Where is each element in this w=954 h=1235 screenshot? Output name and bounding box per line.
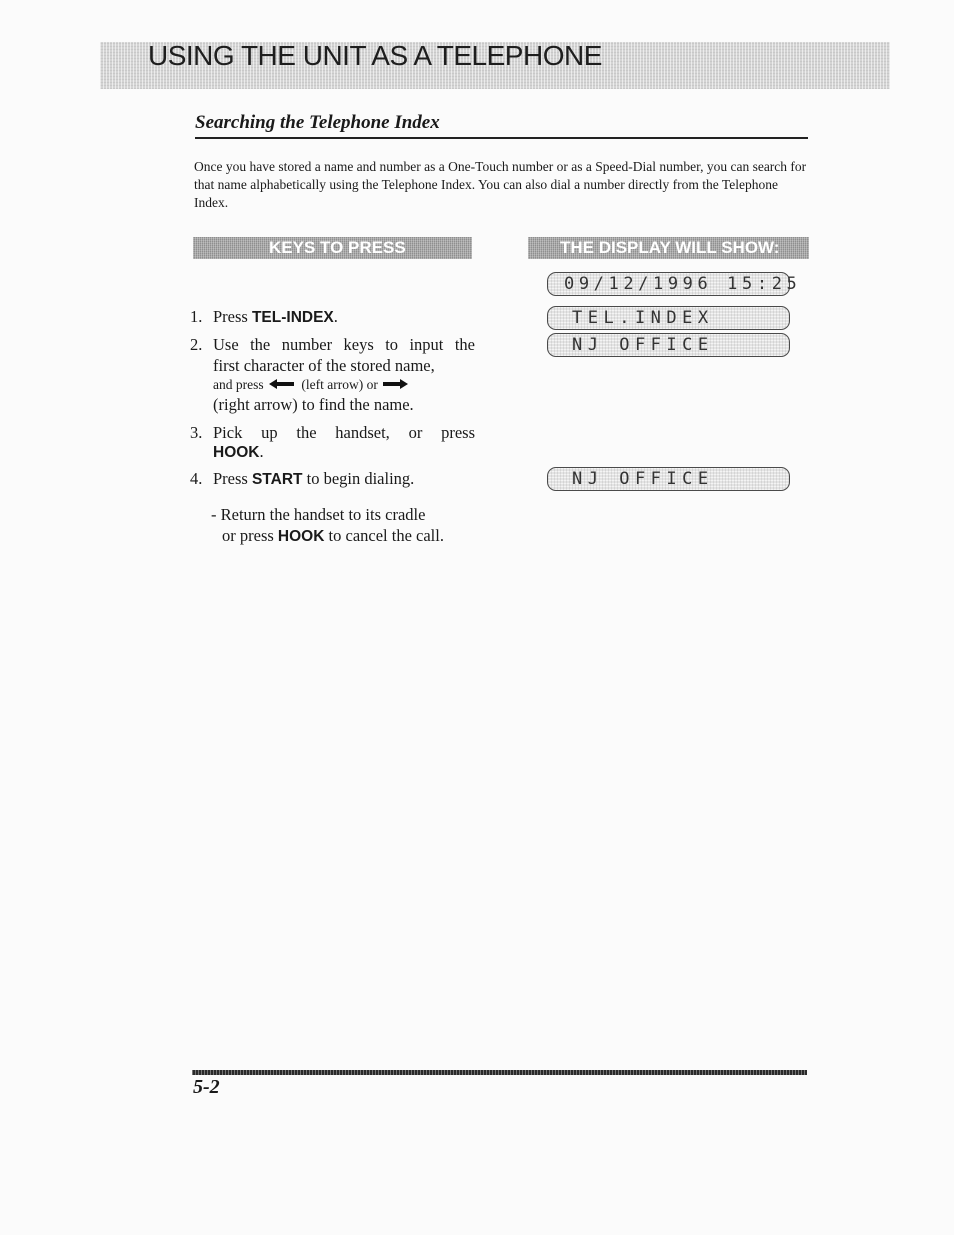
right-arrow-icon bbox=[383, 382, 401, 386]
display-will-show-label: THE DISPLAY WILL SHOW: bbox=[560, 238, 780, 257]
lcd-tel-index: TEL.INDEX bbox=[547, 306, 790, 330]
lcd-nj-office-dialing: NJ OFFICE bbox=[547, 467, 790, 491]
left-arrow-icon bbox=[276, 382, 294, 386]
hook-key-2: HOOK bbox=[277, 528, 325, 545]
keys-to-press-bar bbox=[193, 237, 472, 259]
lcd-nj-office: NJ OFFICE bbox=[547, 333, 790, 357]
hook-key: HOOK bbox=[213, 444, 260, 461]
step-3: 3. Pick up the handset, or press HOOK. bbox=[190, 423, 475, 461]
step-1: 1. Press TEL-INDEX. bbox=[190, 307, 338, 326]
step-4: 4. Press START to begin dialing. bbox=[190, 469, 415, 488]
keys-to-press-label: KEYS TO PRESS bbox=[269, 238, 406, 257]
lcd-datetime: 09/12/1996 15:25 bbox=[547, 272, 790, 296]
tel-index-key: TEL-INDEX bbox=[251, 309, 334, 326]
intro-paragraph: Once you have stored a name and number as a One-Touch number or as a Speed-Dial number, you can search for that name alphabetically using the Telephone Index. You can also dial a number directly from the Telephone Index. bbox=[194, 159, 807, 210]
chapter-header: USING THE UNIT AS A TELEPHONE bbox=[148, 40, 602, 71]
page-number: 5-2 bbox=[193, 1076, 220, 1098]
cancel-note: - Return the handset to its cradle or press HOOK to cancel the call. bbox=[211, 505, 444, 545]
footer-rule bbox=[192, 1070, 807, 1075]
display-will-show-bar bbox=[528, 237, 809, 259]
step-2: 2. Use the number keys to input the first character of the stored name, and press (left arrow) or (right arrow) to find the name. bbox=[190, 335, 475, 414]
start-key: START bbox=[251, 471, 303, 488]
section-title: Searching the Telephone Index bbox=[195, 112, 808, 139]
